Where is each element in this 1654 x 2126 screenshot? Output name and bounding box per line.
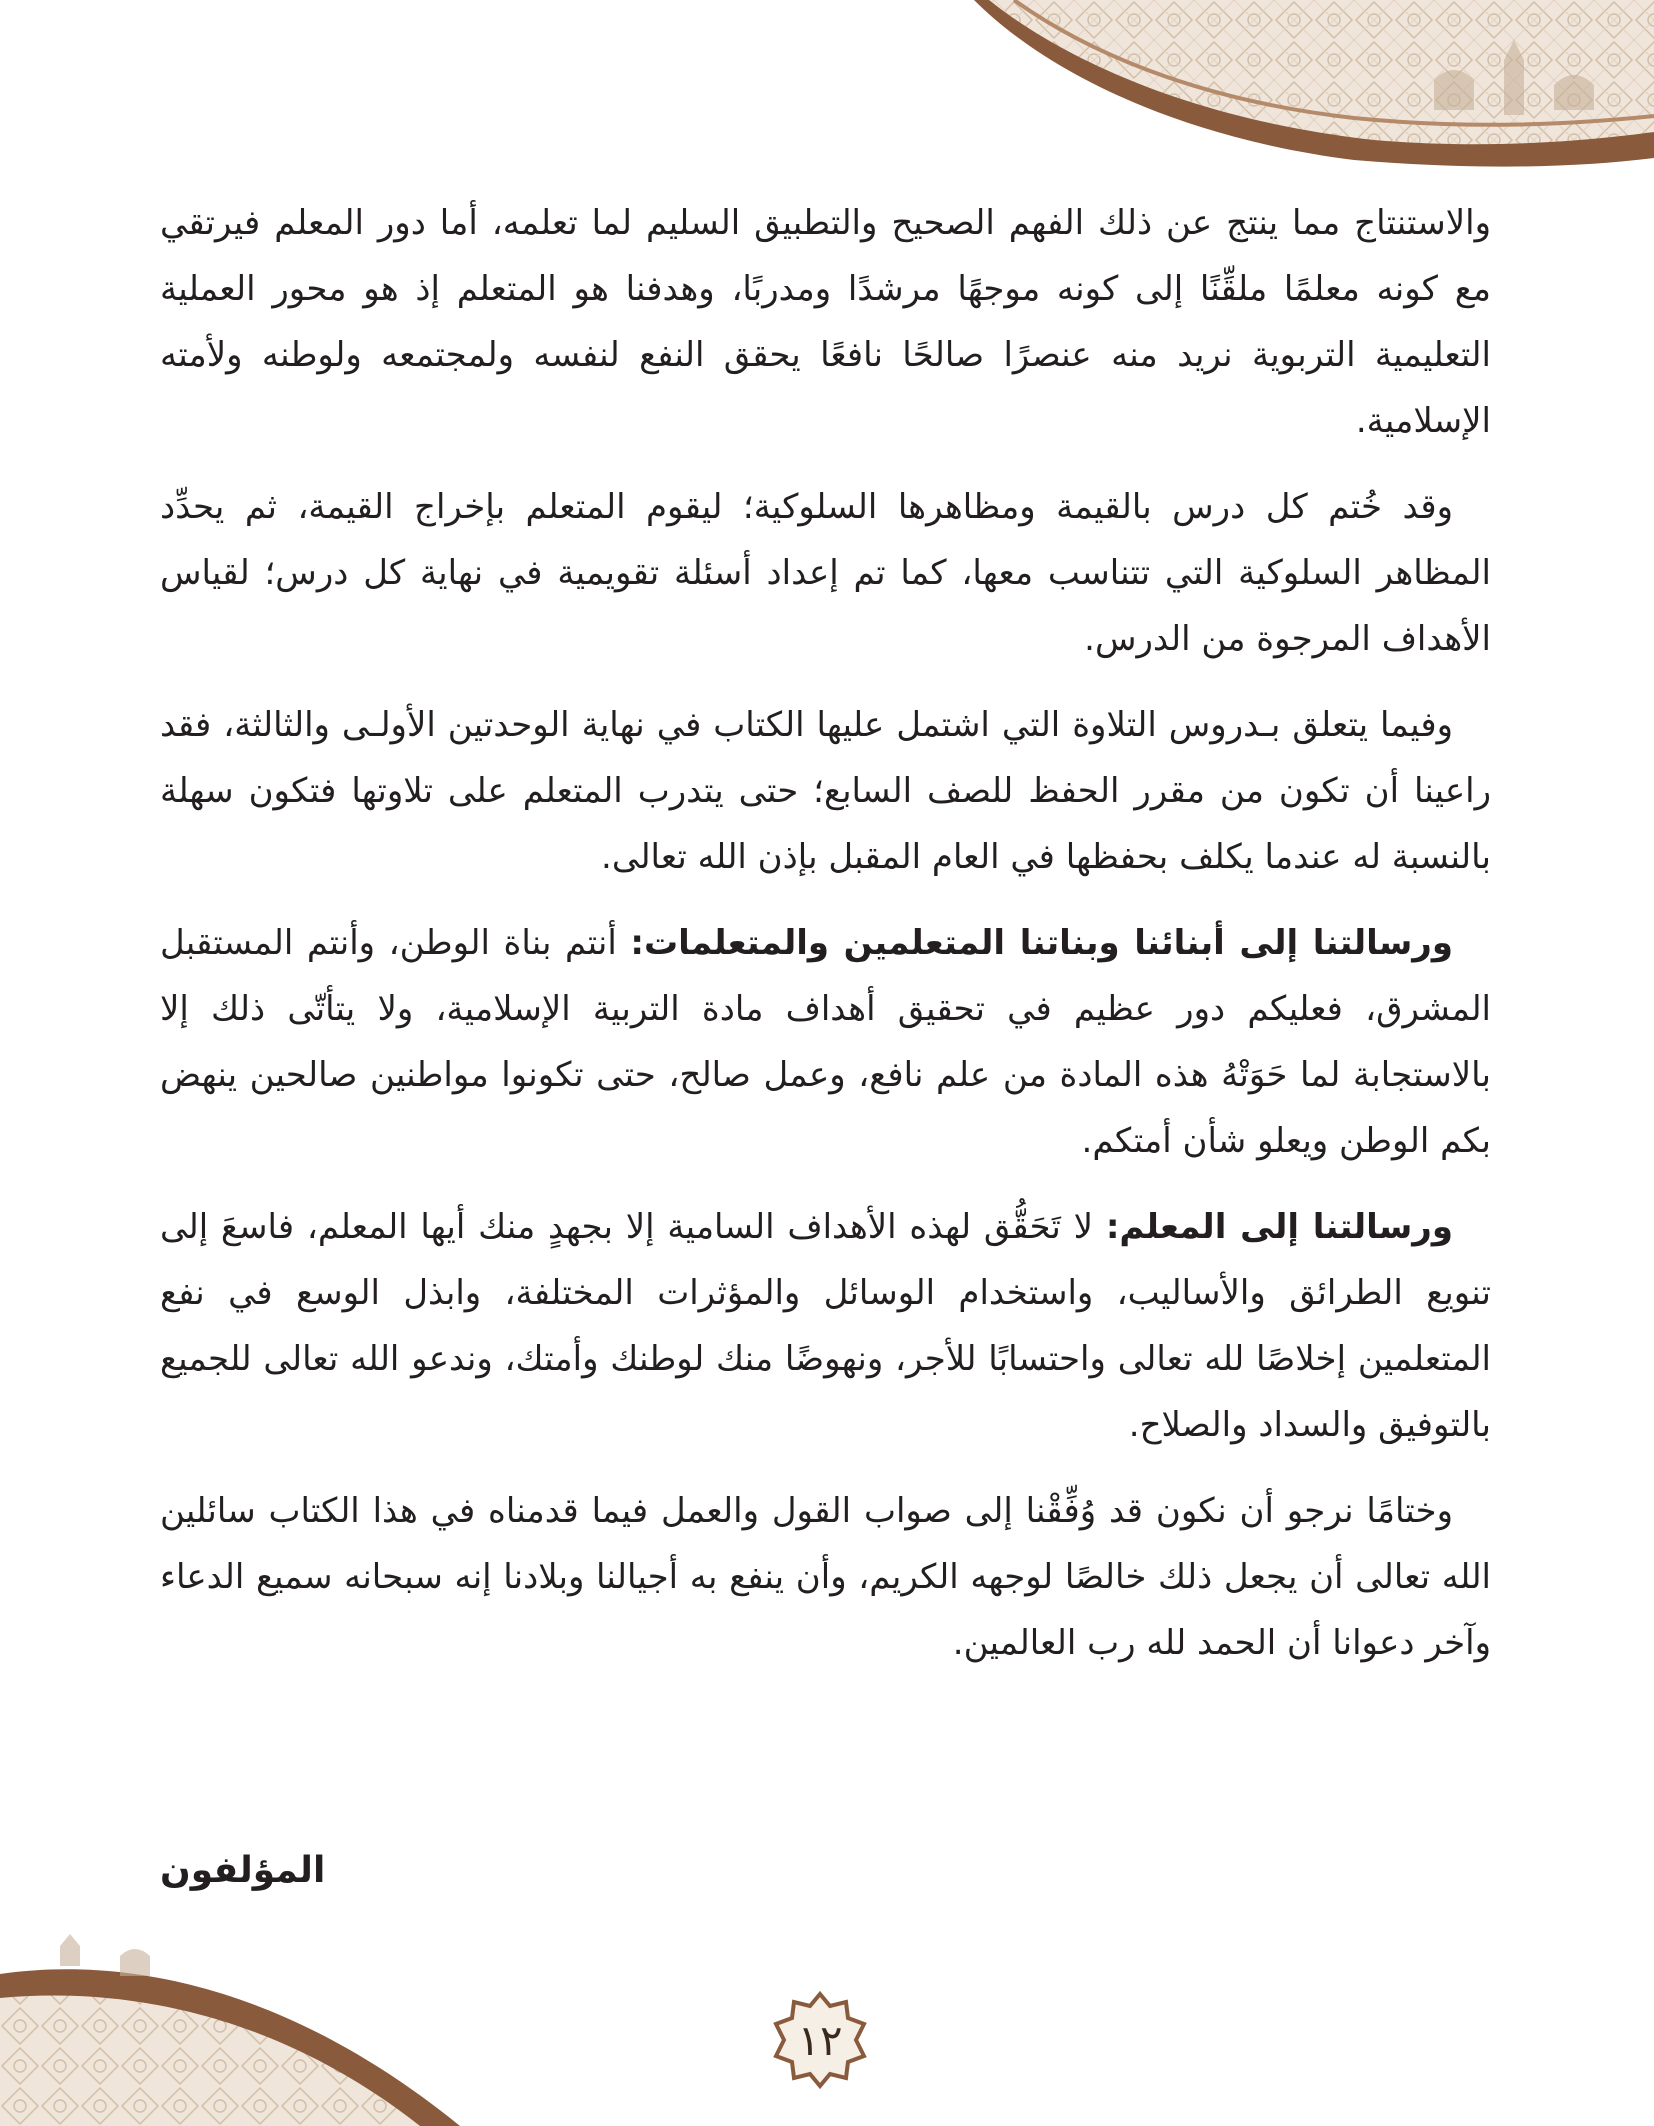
paragraph-5-lead: ورسالتنا إلى المعلم: — [1105, 1207, 1453, 1247]
page-number: ١٢ — [797, 2015, 843, 2065]
paragraph-6: وختامًا نرجو أن نكون قد وُفِّقْنا إلى صواب القول والعمل فيما قدمناه في هذا الكتاب سائلين الله تعالى أن يجعل ذلك خالصًا لوجهه الكريم، وأن ينفع به أجيالنا وبلادنا إنه سبحانه سميع الدعاء وآخر دعوانا أن الحمد لله رب العالمين. — [160, 1491, 1491, 1663]
authors-signature: المؤلفون — [160, 1850, 326, 1891]
paragraph-5: ورسالتنا إلى المعلم: لا تَحَقُّق لهذه الأهداف السامية إلا بجهدٍ منك أيها المعلم، فاسعَ إلى تنويع الطرائق والأساليب، واستخدام الوسائل والمؤثرات المختلفة، وابذل الوسع في نفع المتعلمين إخلاصًا لله تعالى واحتسابًا للأجر، ونهوضًا منك لوطنك وأمتك، وندعو الله تعالى للجميع بالتوفيق والسداد والصلاح. — [160, 1207, 1491, 1445]
paragraph-4-lead: ورسالتنا إلى أبنائنا وبناتنا المتعلمين والمتعلمات: — [630, 923, 1453, 963]
paragraph-2: وقد خُتم كل درس بالقيمة ومظاهرها السلوكية؛ ليقوم المتعلم بإخراج القيمة، ثم يحدِّد المظاهر السلوكية التي تتناسب معها، كما تم إعداد أسئلة تقويمية في نهاية كل درس؛ لقياس الأهداف المرجوة من الدرس. — [160, 487, 1491, 659]
paragraph-1: والاستنتاج مما ينتج عن ذلك الفهم الصحيح والتطبيق السليم لما تعلمه، أما دور المعلم فيرتقي مع كونه معلمًا ملقِّنًا إلى كونه موجهًا مرشدًا ومدربًا، وهدفنا هو المتعلم إذ هو محور العملية التعليمية التربوية نريد منه عنصرًا صالحًا نافعًا يحقق النفع لنفسه ولمجتمعه ولوطنه ولأمته الإسلامية. — [160, 203, 1491, 441]
paragraph-4: ورسالتنا إلى أبنائنا وبناتنا المتعلمين والمتعلمات: أنتم بناة الوطن، وأنتم المستقبل المشرق، فعليكم دور عظيم في تحقيق أهداف مادة التربية الإسلامية، ولا يتأتّى ذلك إلا بالاستجابة لما حَوَتْهُ هذه المادة من علم نافع، وعمل صالح، حتى تكونوا مواطنين صالحين ينهض بكم الوطن ويعلو شأن أمتكم. — [160, 923, 1491, 1161]
top-corner-ornament — [874, 0, 1654, 190]
body-text — [160, 190, 1491, 1696]
paragraph-3: وفيما يتعلق بـدروس التلاوة التي اشتمل عليها الكتاب في نهاية الوحدتين الأولـى والثالثة، فقد راعينا أن تكون من مقرر الحفظ للصف السابع؛ حتى يتدرب المتعلم على تلاوتها فتكون سهلة بالنسبة له عندما يكلف بحفظها في العام المقبل بإذن الله تعالى. — [160, 705, 1491, 877]
bottom-corner-ornament — [0, 1926, 460, 2126]
page-number-badge — [770, 1990, 870, 2090]
